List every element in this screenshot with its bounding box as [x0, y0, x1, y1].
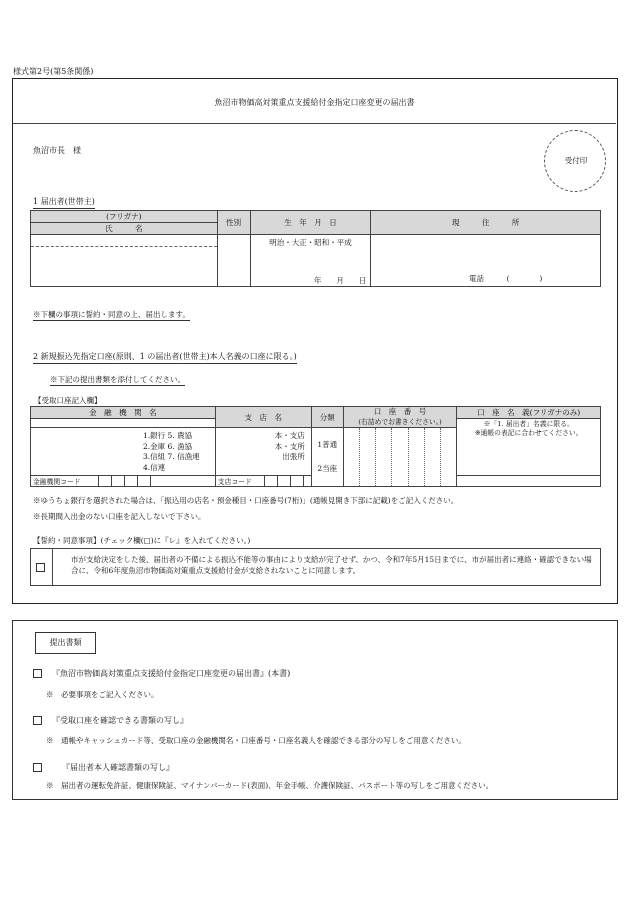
branch-code-label: 支店コード	[217, 478, 252, 486]
required-documents	[12, 620, 618, 800]
doc2-title: 『受取口座を確認できる書類の写し』	[52, 716, 188, 725]
account-holder-field[interactable]	[457, 476, 601, 487]
reception-stamp-circle	[544, 130, 606, 192]
branch-type-options[interactable]: 本・支店 本・支所 出張所	[215, 428, 311, 476]
documents-heading: 提出書類	[35, 632, 96, 654]
account-type-options[interactable]: 1普通 2当座	[311, 428, 343, 487]
doc3-checkbox[interactable]	[33, 763, 42, 772]
doc2-checkbox[interactable]	[33, 716, 42, 725]
section2-heading: 2 新規振込先指定口座(原則、1 の届出者(世帯主)本人名義の口座に限る。)	[33, 351, 297, 364]
page-title: 魚沼市物価高対策重点支援給付金指定口座変更の届出書	[214, 98, 415, 107]
address-field[interactable]	[371, 235, 601, 287]
bank-name-header: 金 融 機 関 名	[31, 407, 216, 419]
dob-field[interactable]	[250, 235, 371, 287]
pledge-divider	[52, 549, 54, 585]
account-table	[30, 406, 601, 487]
addressee: 魚沼市長 様	[33, 146, 81, 155]
gender-label: 性別	[217, 211, 250, 235]
doc3-title: 『届出者本人確認書類の写し』	[62, 763, 174, 772]
doc1-note: ※ 必要事項をご記入ください。	[46, 690, 159, 699]
account-holder-note: ※「1. 届出者」名義に限る。 ※通帳の表記に合わせてください。	[457, 419, 601, 476]
account-number-label: 口 座 番 号	[373, 407, 427, 416]
account-holder-header: 口 座 名 義(フリガナのみ)	[457, 407, 601, 419]
pledge-checkbox[interactable]	[36, 563, 45, 572]
bank-code-label: 金融機関コード	[33, 478, 81, 486]
era-options: 明治・大正・昭和・平成	[269, 238, 352, 247]
bank-name-field[interactable]	[31, 428, 216, 476]
applicant-table	[30, 210, 601, 287]
pledge-heading: 【誓約・同意事項】(チェック欄(□)に『レ』を入れてください。)	[33, 536, 251, 545]
address-label: 現 住 所	[371, 211, 601, 235]
gender-field[interactable]	[217, 235, 250, 287]
yucho-note: ※ゆうちょ銀行を選択された場合は、「振込用の店名・預金種目・口座番号(7桁)」(通帳見開き下部に記載)をご記入ください。	[33, 496, 459, 505]
bank-type-options: 1.銀行 5. 農協 2.金庫 6. 漁協 3.信組 7. 信漁連 4.信連	[143, 431, 200, 472]
bank-name-subheader	[31, 419, 216, 428]
section1-heading: 1 届出者(世帯主)	[33, 196, 95, 209]
consent-note: ※下欄の事項に誓約・同意の上、届出します。	[33, 310, 190, 319]
phone-label: 電話 ( )	[469, 274, 543, 283]
doc1-title: 『魚沼市物価高対策重点支援給付金指定口座変更の届出書』(本書)	[52, 669, 291, 678]
furigana-field[interactable]	[31, 235, 217, 247]
account-number-sublabel: (右詰めでお書きください。)	[358, 418, 442, 426]
branch-code-field[interactable]	[215, 476, 311, 487]
application-form	[12, 78, 618, 604]
name-field[interactable]	[31, 235, 218, 287]
account-table-label: 【受取口座記入欄】	[34, 396, 102, 405]
title-row	[13, 79, 616, 124]
account-number-field[interactable]	[343, 428, 457, 487]
ymd-label: 年 月 日	[313, 276, 367, 285]
doc2-note: ※ 通帳やキャッシュカード等、受取口座の金融機関名・口座番号・口座名義人を確認できる部分の写しをご用意ください。	[46, 736, 466, 745]
attach-note: ※下記の提出書類を添付してください。	[50, 375, 185, 384]
pledge-box	[30, 548, 601, 586]
form-number: 様式第2号(第5条関係)	[13, 67, 94, 76]
branch-name-header: 支 店 名	[215, 407, 311, 428]
account-number-header	[343, 407, 457, 428]
dormant-account-note: ※長期間入出金のない口座を記入しないで下さい。	[33, 512, 206, 521]
bank-code-field[interactable]	[31, 476, 216, 487]
pledge-text: 市が支給決定をした後、届出者の不備による振込不能等の事由により支給が完了せず、かつ、令和7年5月15日までに、市が届出者に連絡・確認できない場合に、令和6年度魚沼市物価高対策重点支援給付金が支給されないことに同意します。	[71, 555, 592, 575]
name-label: 氏 名	[31, 223, 218, 235]
doc1-checkbox[interactable]	[33, 669, 42, 678]
reception-stamp-label: 受付印	[564, 156, 588, 165]
furigana-label: (フリガナ)	[31, 211, 218, 223]
account-type-header: 分類	[311, 407, 343, 428]
dob-label: 生 年 月 日	[250, 211, 371, 235]
doc3-note: ※ 届出者の運転免許証、健康保険証、マイナンバーカード(表面)、年金手帳、介護保険証、パスポート等の写しをご用意ください。	[46, 781, 494, 790]
